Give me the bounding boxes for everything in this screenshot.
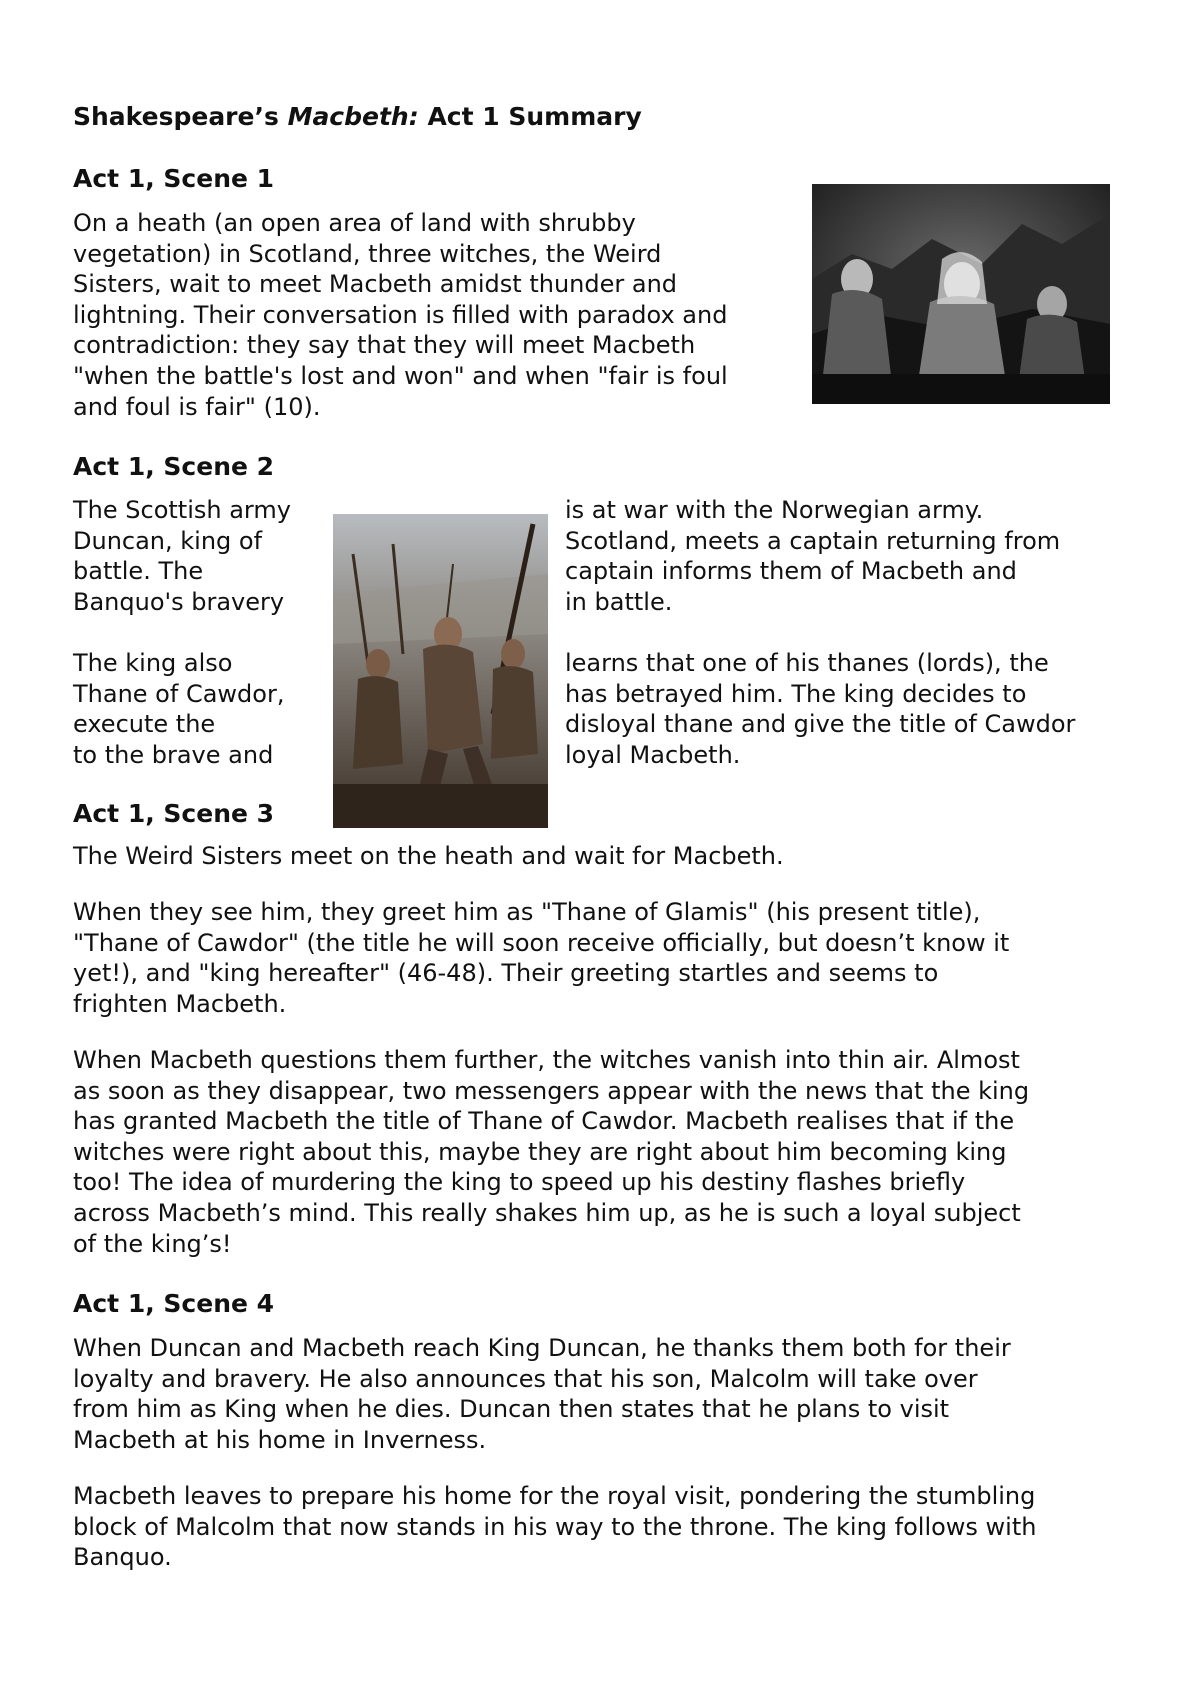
document-title bbox=[73, 100, 642, 134]
text-line: across Macbeth’s mind. This really shakes him up, as he is such a loyal subject bbox=[73, 1198, 1021, 1227]
text-line: Thane of Cawdor, bbox=[73, 679, 285, 708]
text-line: captain informs them of Macbeth and bbox=[565, 557, 1017, 586]
scene-3-paragraph-1 bbox=[73, 841, 784, 872]
text-line: lightning. Their conversation is filled with paradox and bbox=[73, 300, 728, 329]
text-line: Scotland, meets a captain returning from bbox=[565, 526, 1061, 555]
scene-2-para-2-right bbox=[565, 648, 1075, 770]
text-line: execute the bbox=[73, 710, 216, 739]
scene-2-para-1-right bbox=[565, 495, 1060, 617]
text-line: battle. The bbox=[73, 557, 204, 586]
witches-photo bbox=[812, 184, 1110, 404]
scene-3-heading: Act 1, Scene 3 bbox=[73, 799, 275, 828]
text-line: Banquo. bbox=[73, 1543, 172, 1572]
scene-1-paragraph bbox=[73, 208, 728, 422]
text-line: When Macbeth questions them further, the witches vanish into thin air. Almost bbox=[73, 1046, 1020, 1074]
scene-2-para-2-left bbox=[73, 648, 284, 770]
text-line: witches were right about this, maybe they are right about him becoming king bbox=[73, 1137, 1007, 1166]
text-line: yet!), and "king hereafter" (46-48). Their greeting startles and seems to bbox=[73, 959, 939, 988]
text-line: On a heath (an open area of land with shrubby bbox=[73, 209, 636, 237]
text-line: Sisters, wait to meet Macbeth amidst thunder and bbox=[73, 270, 678, 299]
scene-4-paragraph-2 bbox=[73, 1481, 1036, 1573]
text-line: contradiction: they say that they will meet Macbeth bbox=[73, 331, 696, 360]
title-play-name: Macbeth: bbox=[287, 102, 419, 131]
text-line: The king also bbox=[73, 649, 233, 677]
text-line: "when the battle's lost and won" and when "fair is foul bbox=[73, 361, 728, 390]
text-line: The Scottish army bbox=[73, 496, 291, 524]
title-prefix: Shakespeare’s bbox=[73, 102, 288, 131]
text-line: loyal Macbeth. bbox=[565, 740, 741, 769]
text-line: loyalty and bravery. He also announces that his son, Malcolm will take over bbox=[73, 1364, 978, 1393]
text-line: has betrayed him. The king decides to bbox=[565, 679, 1027, 708]
scene-4-heading: Act 1, Scene 4 bbox=[73, 1289, 275, 1318]
scene-4-paragraph-1 bbox=[73, 1333, 1011, 1455]
scene-1-heading: Act 1, Scene 1 bbox=[73, 164, 275, 193]
text-line: is at war with the Norwegian army. bbox=[565, 496, 984, 524]
text-line: disloyal thane and give the title of Cawdor bbox=[565, 710, 1076, 739]
text-line: Macbeth at his home in Inverness. bbox=[73, 1425, 487, 1454]
title-suffix: Act 1 Summary bbox=[418, 102, 642, 131]
text-line: When they see him, they greet him as "Thane of Glamis" (his present title), bbox=[73, 898, 981, 926]
text-line: Macbeth leaves to prepare his home for the royal visit, pondering the stumbling bbox=[73, 1482, 1036, 1510]
text-line: learns that one of his thanes (lords), the bbox=[565, 649, 1049, 677]
scene-2-heading: Act 1, Scene 2 bbox=[73, 452, 275, 481]
text-line: too! The idea of murdering the king to speed up his destiny flashes briefly bbox=[73, 1168, 966, 1197]
battle-photo bbox=[333, 514, 548, 828]
text-line: Banquo's bravery bbox=[73, 587, 285, 616]
text-line: as soon as they disappear, two messengers appear with the news that the king bbox=[73, 1076, 1030, 1105]
text-line: frighten Macbeth. bbox=[73, 989, 287, 1018]
scene-3-paragraph-3 bbox=[73, 1045, 1029, 1259]
text-line: has granted Macbeth the title of Thane of Cawdor. Macbeth realises that if the bbox=[73, 1107, 1015, 1136]
scene-2-para-1-left bbox=[73, 495, 291, 617]
text-line: to the brave and bbox=[73, 740, 274, 769]
text-line: block of Malcolm that now stands in his way to the throne. The king follows with bbox=[73, 1512, 1037, 1541]
text-line: from him as King when he dies. Duncan then states that he plans to visit bbox=[73, 1395, 950, 1424]
text-line: When Duncan and Macbeth reach King Duncan, he thanks them both for their bbox=[73, 1334, 1011, 1362]
scene-3-paragraph-2 bbox=[73, 897, 1009, 1019]
text-line: of the king’s! bbox=[73, 1229, 232, 1258]
text-line: in battle. bbox=[565, 587, 673, 616]
text-line: Duncan, king of bbox=[73, 526, 263, 555]
text-line: vegetation) in Scotland, three witches, the Weird bbox=[73, 239, 662, 268]
text-line: The Weird Sisters meet on the heath and wait for Macbeth. bbox=[73, 842, 784, 870]
text-line: and foul is fair" (10). bbox=[73, 392, 321, 421]
text-line: "Thane of Cawdor" (the title he will soon receive officially, but doesn’t know it bbox=[73, 928, 1010, 957]
